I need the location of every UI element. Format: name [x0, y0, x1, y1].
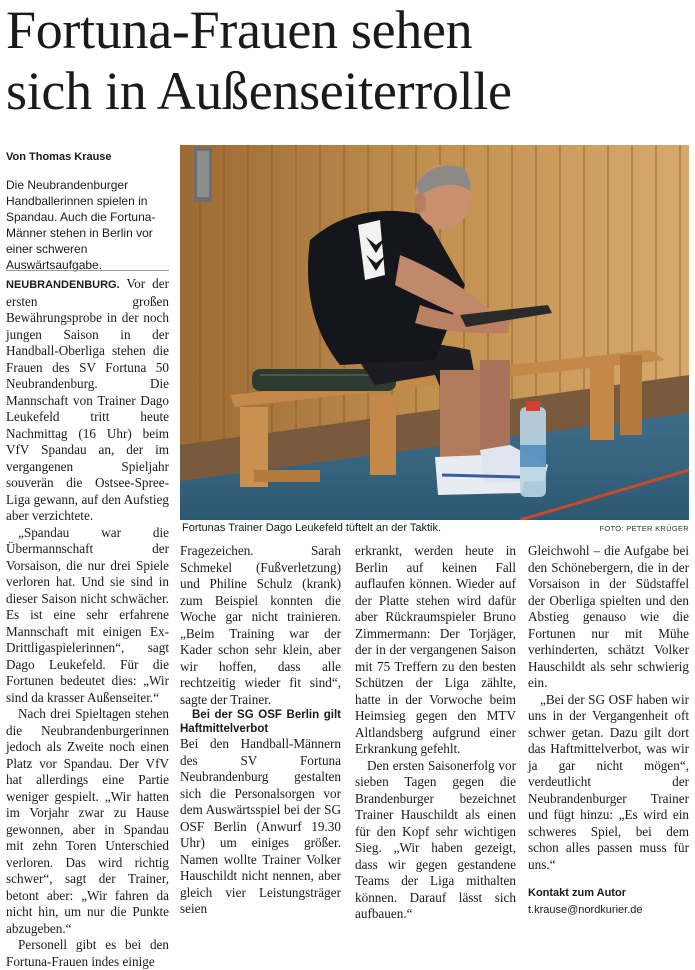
headline — [6, 0, 691, 122]
article-column-3 — [355, 543, 516, 923]
intro-divider — [6, 270, 169, 271]
paragraph: Bei den Handball-Männern des SV Fortuna Neubrandenburg gestalten sich die Personalsorgen vor dem Auswärtsspiel bei der SG OSF Berlin (Anwurf 19.30 Uhr) um einiges größer. Namen wollte Trainer Volker Hauschildt nicht nennen, aber gleich vier Leistungsträger seien — [180, 736, 341, 916]
paragraph: Den ersten Saisonerfolg vor sieben Tagen gegen die Brandenburger bezeichnet Trainer Hauschildt als einen für den Kopf sehr wichtigen Sieg. „Wir haben gezeigt, dass wir gegen gestandene Teams der Liga mithalten können. Darauf lässt sich aufbauen.“ — [355, 757, 516, 921]
subheading: Bei der SG OSF Berlin gilt Haftmittelverbot — [180, 709, 341, 735]
contact-email-link[interactable]: t.krause@nordkurier.de — [528, 903, 643, 916]
article-photo — [180, 145, 689, 520]
paragraph: Personell gibt es bei den Fortuna-Frauen indes einige — [6, 937, 169, 969]
paragraph: Nach drei Spieltagen stehen die Neubrandenburgerinnen jedoch als Zweite noch einen Platz vor Spandau. Der VfV hat allerdings eine Partie weniger gespielt. „Wir hatten im Vorjahr zwar zu Hause gewonnen, aber in Spandau mit zehn Toren Unterschied verloren. Das wird richtig schwer“, sagt der Trainer, betont aber: „Wir fahren da nicht hin, um nur die Punkte abzugeben.“ — [6, 706, 169, 936]
headline-line-1: Fortuna-Frauen sehen — [6, 0, 473, 60]
dateline: NEUBRANDENBURG. — [6, 279, 120, 291]
spacer — [528, 873, 689, 885]
photo-caption-bar — [180, 522, 689, 538]
paragraph: „Bei der SG OSF haben wir uns in der Vergangenheit oft schwer getan. Dazu gilt dort das Haftmittelverbot, was wir ja gar nicht mögen“, verdeutlicht der Neubrandenburger Trainer und fügt hinzu: „Es wird ein schweres Spiel, bei dem schon alles passen muss für uns.“ — [528, 691, 689, 872]
paragraph: NEUBRANDENBURG. Vor der ersten großen Bewährungsprobe in der noch jungen Saison in der Handball-Oberliga stehen die Frauen des SV Fortuna 50 Neubrandenburg. Die Mannschaft von Trainer Dago Leukefeld tritt heute Nachmittag (16 Uhr) beim VfV Spandau an, der im vergangenen Spieljahr souverän die Ostsee-Spree-Liga gewann, auf den Aufstieg aber verzichtete. — [6, 276, 169, 523]
intro-teaser: Die Neubrandenburger Handballerinnen spielen in Spandau. Auch die Fortuna-Männer stehen in Berlin vor einer schweren Auswärtsaufgabe. — [6, 178, 156, 272]
byline: Von Thomas Krause — [6, 151, 112, 163]
paragraph: Gleichwohl – die Aufgabe bei den Schönebergern, die in der Vorsaison in der Südstaffel der Oberliga spielten und den Abstieg genauso wie die Fortunen nur mit Mühe verhinderten, schätzt Volker Hauschildt als sehr schwierig ein. — [528, 543, 689, 690]
headline-line-2: sich in Außenseiterrolle — [6, 61, 512, 121]
paragraph: „Spandau war die Übermannschaft der Vorsaison, die nur drei Spiele verloren hat. Und sie sind in dieser Saison nicht schwächer. Es ist eine sehr erfahrene Mannschaft mit einigen Ex-Drittligaspielerinnen“, sagt Dago Leukefeld. Für die Fortunen bedeutet dies: „Wir sind da krasser Außenseiter.“ — [6, 524, 169, 705]
photo-caption: Fortunas Trainer Dago Leukefeld tüftelt an der Taktik. — [182, 522, 442, 534]
article-column-4 — [528, 543, 689, 918]
article-column-1 — [6, 276, 169, 970]
article-column-2 — [180, 543, 341, 918]
paragraph: Fragezeichen. Sarah Schmekel (Fußverletzung) und Philine Schulz (krank) zum Beispiel konnten die Woche gar nicht trainieren. „Beim Training war der Kader schon sehr klein, aber wir hoffen, dass alle rechtzeitig wieder fit sind“, sagte der Trainer. — [180, 543, 341, 707]
photo-credit: FOTO: PETER KRÜGER — [599, 524, 689, 533]
photo-coach-on-bench — [180, 145, 689, 520]
paragraph: erkrankt, werden heute in Berlin auf keinen Fall auflaufen können. Wieder auf der Platte stehen wird dafür aber Rückraumspieler Bruno Zimmermann: Der Torjäger, der in der vergangenen Saison mit 75 Treffern zu den besten Schützen der Liga zählte, hatte in der Vorwoche beim Heimsieg gegen den MTV Altlandsberg aufgrund einer Erkrankung gefehlt. — [355, 543, 516, 756]
contact-label: Kontakt zum Autor — [528, 887, 626, 899]
